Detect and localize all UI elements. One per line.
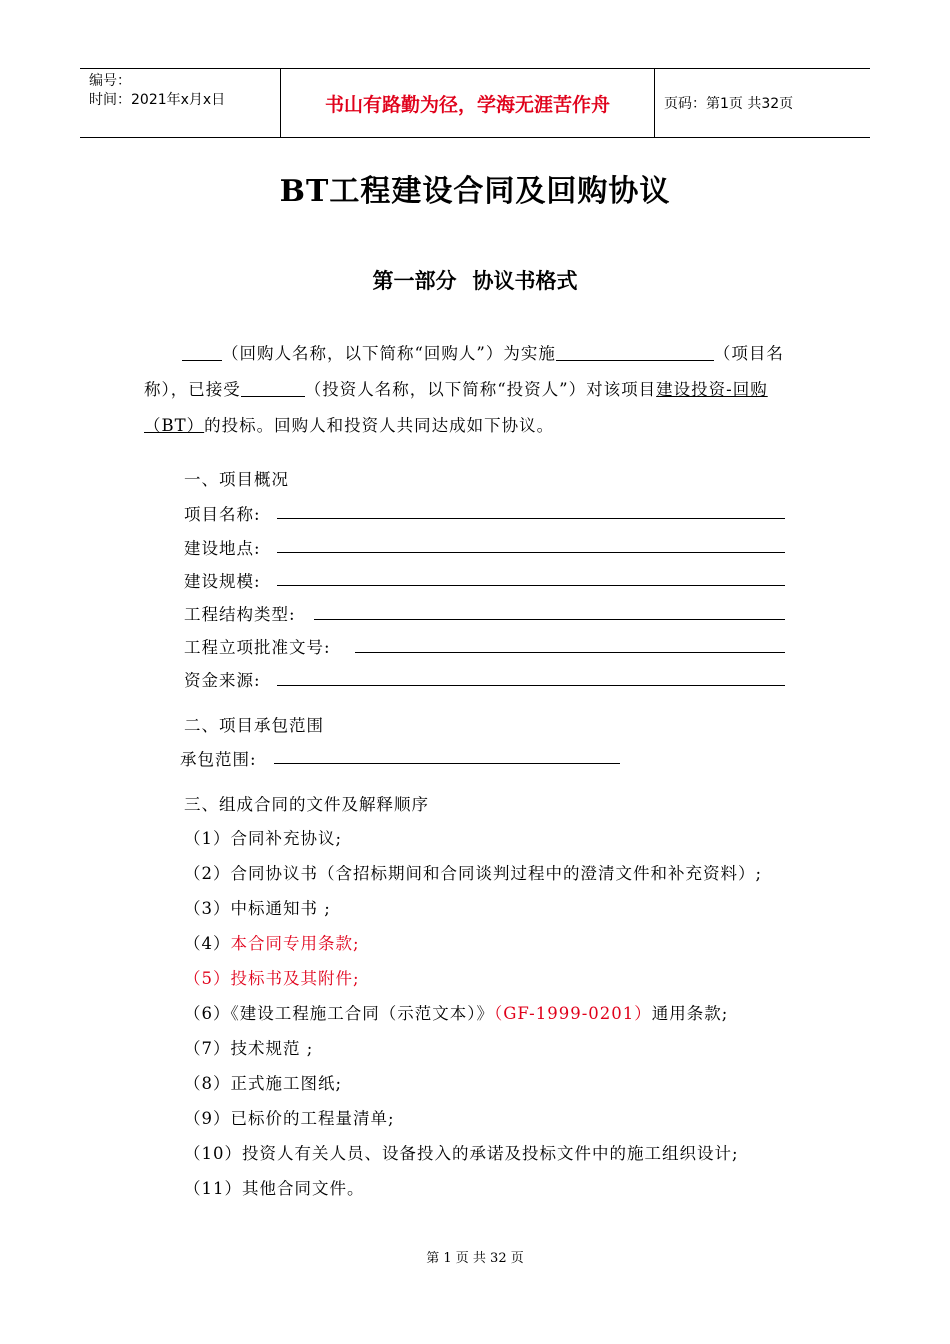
part-title [0,265,950,295]
field-location-input[interactable] [277,552,785,553]
doc-number-label: 编号： [89,73,131,89]
field-structure-label: 工程结构类型: [184,605,296,624]
bt-term: 建设投资-回购（BT） [144,380,768,435]
field-funding-input[interactable] [277,685,785,686]
list-item: （11）其他合同文件。 [184,1179,365,1198]
project-blank[interactable] [556,342,714,361]
field-approval-input[interactable] [355,652,785,653]
header-page-info: 页码：第1页 共32页 [664,96,794,112]
field-scope-label: 承包范围: [180,750,257,769]
list-item: （8）正式施工图纸; [184,1074,343,1093]
part-name: 协议书格式 [472,268,578,293]
field-funding-label: 资金来源: [184,671,261,690]
list-item: （9）已标价的工程量清单; [184,1109,395,1128]
section3-heading: 三、组成合同的文件及解释顺序 [184,795,429,814]
investor-blank[interactable] [241,378,305,397]
field-project-name-input[interactable] [277,518,785,519]
list-item: （1）合同补充协议; [184,829,343,848]
field-project-name-label: 项目名称: [184,505,261,524]
header-motto: 书山有路勤为径，学海无涯苦作舟 [281,69,655,137]
list-item: （5）投标书及其附件; [184,969,360,988]
field-approval-label: 工程立项批准文号: [184,638,331,657]
field-scale-label: 建设规模: [184,572,261,591]
document-title: BT工程建设合同及回购协议 [279,174,671,209]
intro-paragraph: （回购人名称，以下简称“回购人”）为实施 （项目名称），已接受 （投资人名称，以下简称“投资人”）对该项目建设投资-回购（BT）的投标。回购人和投资人共同达成如下协议。 [144,344,784,435]
part-number: 第一部分 [372,268,457,293]
list-item: （7）技术规范 ; [184,1039,314,1058]
field-structure-input[interactable] [314,619,785,620]
field-location-label: 建设地点: [184,539,261,558]
buyer-blank[interactable] [182,342,222,361]
list-item: （4）本合同专用条款; [184,934,360,953]
list-item: （2）合同协议书（含招标期间和合同谈判过程中的澄清文件和补充资料）; [184,864,763,883]
page-footer: 第 1 页 共 32 页 [426,1251,524,1266]
section1-heading: 一、项目概况 [184,470,289,489]
list-item: （10）投资人有关人员、设备投入的承诺及投标文件中的施工组织设计; [184,1144,739,1163]
header-meta [80,69,281,137]
field-scale-input[interactable] [277,585,785,586]
red-text: （GF-1999-0201） [494,1004,652,1023]
date-label: 时间：2021年x月x日 [89,92,226,108]
field-scope-input[interactable] [274,763,620,764]
list-item: （6）《建设工程施工合同（示范文本）》（GF-1999-0201）通用条款; [184,1004,729,1023]
page-header [80,68,870,138]
list-item: （3）中标通知书 ; [184,899,331,918]
section2-heading: 二、项目承包范围 [184,716,324,735]
red-text: 本合同专用条款; [230,934,360,953]
